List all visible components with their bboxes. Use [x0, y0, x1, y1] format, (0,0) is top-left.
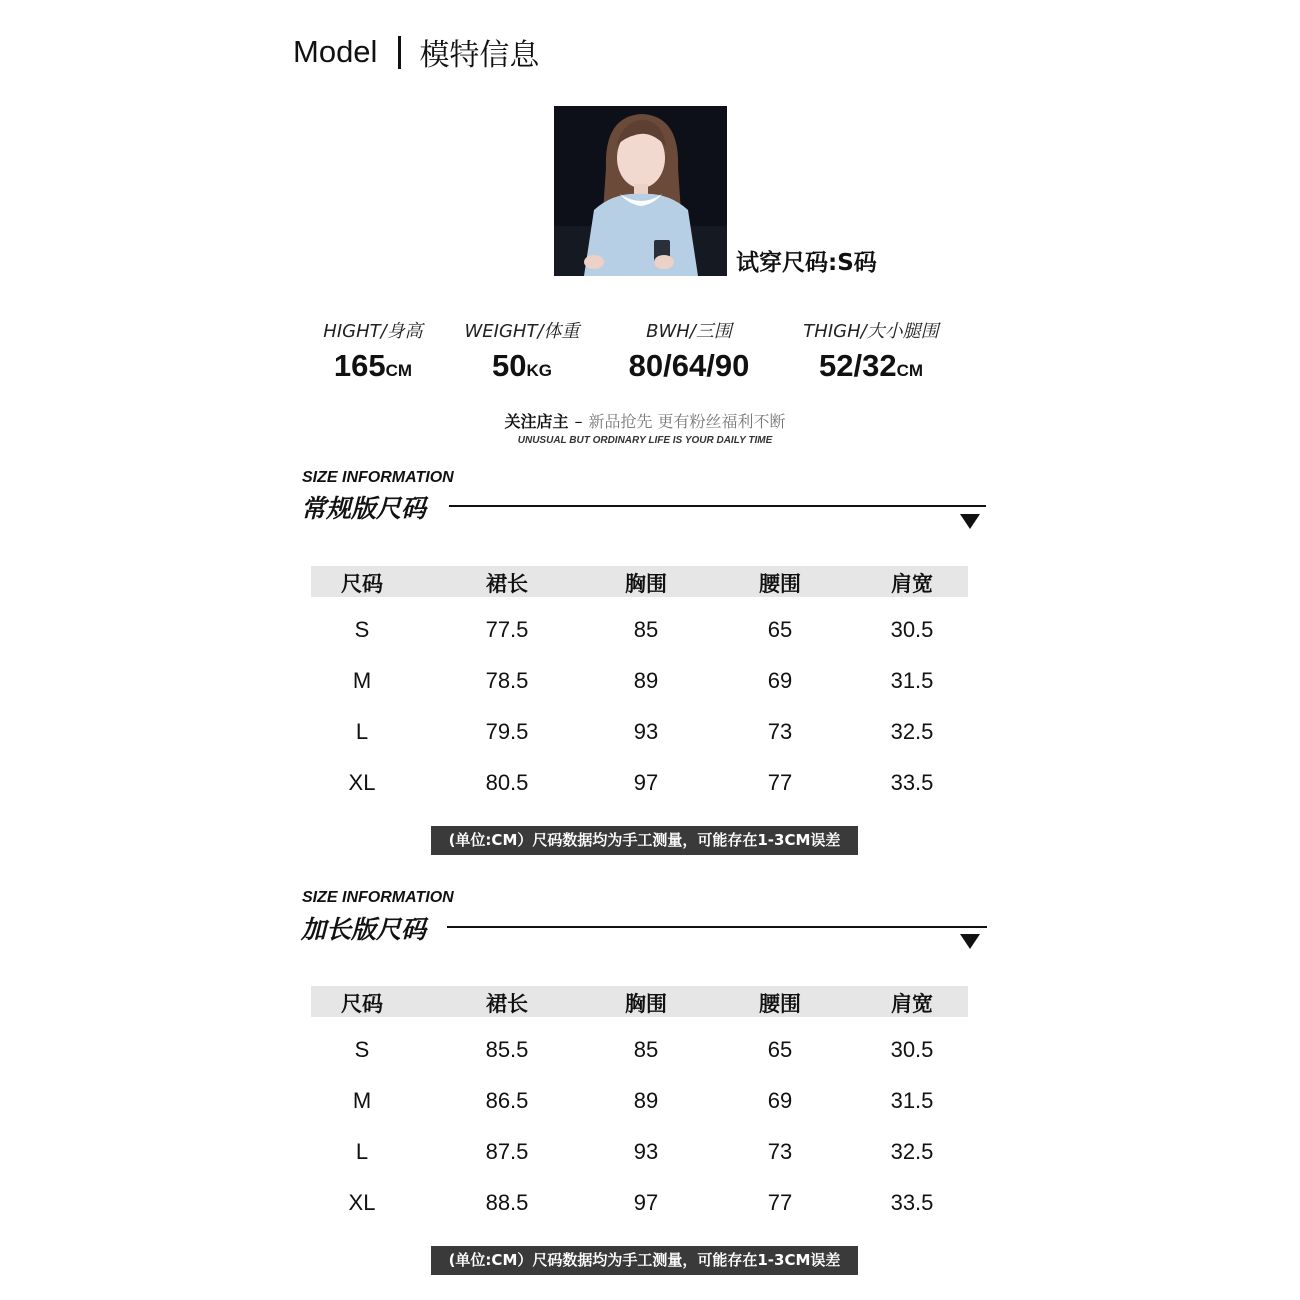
table-cell: 87.5 — [485, 1139, 529, 1164]
measurement-note: (单位:CM）尺码数据均为手工测量，可能存在1-3CM误差 — [431, 826, 858, 855]
header-title-en: Model — [293, 34, 378, 69]
section-divider — [449, 505, 986, 507]
table-cell: M — [352, 668, 372, 693]
stat-value: 52/32CM — [818, 348, 924, 383]
table-cell: S — [354, 1037, 370, 1062]
table-row — [311, 1088, 968, 1118]
stat-label: WEIGHT/体重 — [464, 321, 580, 342]
triangle-down-icon — [960, 934, 980, 949]
col-header: 尺码 — [341, 572, 383, 596]
table-cell: 65 — [767, 1037, 793, 1062]
section-title-cn: 常规版尺码 — [301, 494, 427, 523]
table-cell: 88.5 — [485, 1190, 529, 1215]
section-divider — [447, 926, 987, 928]
triangle-down-icon — [960, 514, 980, 529]
table-cell: 33.5 — [890, 770, 934, 795]
table-cell: 65 — [767, 617, 793, 642]
stat-value: 50KG — [492, 348, 552, 383]
stat-label: BWH/三围 — [646, 321, 732, 342]
table-cell: 73 — [767, 719, 793, 744]
table-cell: 77.5 — [485, 617, 529, 642]
col-header: 裙长 — [486, 572, 528, 596]
stat-thigh — [786, 317, 956, 384]
col-header: 肩宽 — [891, 992, 933, 1016]
stat-weight — [437, 317, 607, 384]
table-cell: M — [352, 1088, 372, 1113]
table-cell: 77 — [767, 770, 793, 795]
table-cell: 89 — [633, 1088, 659, 1113]
section-title-en: SIZE INFORMATION — [302, 469, 454, 486]
table-cell: 93 — [633, 1139, 659, 1164]
col-header: 腰围 — [759, 572, 801, 596]
col-header: 尺码 — [341, 992, 383, 1016]
table-row — [311, 1139, 968, 1169]
table-cell: 31.5 — [890, 668, 934, 693]
page-header — [293, 30, 539, 74]
header-divider — [398, 36, 401, 69]
table-cell: 80.5 — [485, 770, 529, 795]
table-cell: 30.5 — [890, 1037, 934, 1062]
header-title-cn: 模特信息 — [419, 38, 540, 73]
model-photo — [554, 106, 727, 276]
slogan: UNUSUAL BUT ORDINARY LIFE IS YOUR DAILY TIME — [517, 435, 773, 446]
stat-height — [288, 317, 458, 384]
table-cell: L — [355, 719, 369, 744]
table-cell: 30.5 — [890, 617, 934, 642]
size-table-header — [311, 986, 968, 1017]
stat-label: THIGH/大小腿围 — [803, 321, 939, 342]
follow-line — [400, 409, 890, 432]
table-row — [311, 719, 968, 749]
table-cell: 78.5 — [485, 668, 529, 693]
table-cell: 85 — [633, 1037, 659, 1062]
table-cell: 32.5 — [890, 1139, 934, 1164]
stat-value: 165CM — [333, 348, 413, 383]
table-cell: 73 — [767, 1139, 793, 1164]
table-row — [311, 770, 968, 800]
table-cell: S — [354, 617, 370, 642]
size-table-header — [311, 566, 968, 597]
table-cell: 33.5 — [890, 1190, 934, 1215]
follow-strong: 关注店主 — [504, 412, 569, 431]
stat-label: HIGHT/身高 — [323, 321, 423, 342]
col-header: 裙长 — [486, 992, 528, 1016]
table-row — [311, 1037, 968, 1067]
table-cell: 79.5 — [485, 719, 529, 744]
col-header: 肩宽 — [891, 572, 933, 596]
table-cell: 77 — [767, 1190, 793, 1215]
table-row — [311, 1190, 968, 1220]
table-cell: 97 — [633, 770, 659, 795]
table-cell: L — [355, 1139, 369, 1164]
table-cell: 69 — [767, 668, 793, 693]
stat-value: 80/64/90 — [628, 348, 750, 383]
stat-bwh — [604, 317, 774, 384]
table-cell: 69 — [767, 1088, 793, 1113]
table-cell: XL — [348, 1190, 376, 1215]
section-title-cn: 加长版尺码 — [301, 915, 427, 944]
col-header: 腰围 — [759, 992, 801, 1016]
table-cell: 85 — [633, 617, 659, 642]
measurement-note: (单位:CM）尺码数据均为手工测量，可能存在1-3CM误差 — [431, 1246, 858, 1275]
follow-dash: – — [574, 412, 583, 431]
try-on-size: 试穿尺码:S码 — [736, 250, 877, 276]
table-cell: 85.5 — [485, 1037, 529, 1062]
col-header: 胸围 — [625, 572, 667, 596]
table-cell: 89 — [633, 668, 659, 693]
section-title-en: SIZE INFORMATION — [302, 889, 454, 906]
table-cell: 86.5 — [485, 1088, 529, 1113]
table-cell: 32.5 — [890, 719, 934, 744]
table-cell: 97 — [633, 1190, 659, 1215]
col-header: 胸围 — [625, 992, 667, 1016]
table-cell: XL — [348, 770, 376, 795]
follow-light: 新品抢先 更有粉丝福利不断 — [588, 412, 786, 431]
table-row — [311, 668, 968, 698]
table-cell: 31.5 — [890, 1088, 934, 1113]
table-cell: 93 — [633, 719, 659, 744]
table-row — [311, 617, 968, 647]
